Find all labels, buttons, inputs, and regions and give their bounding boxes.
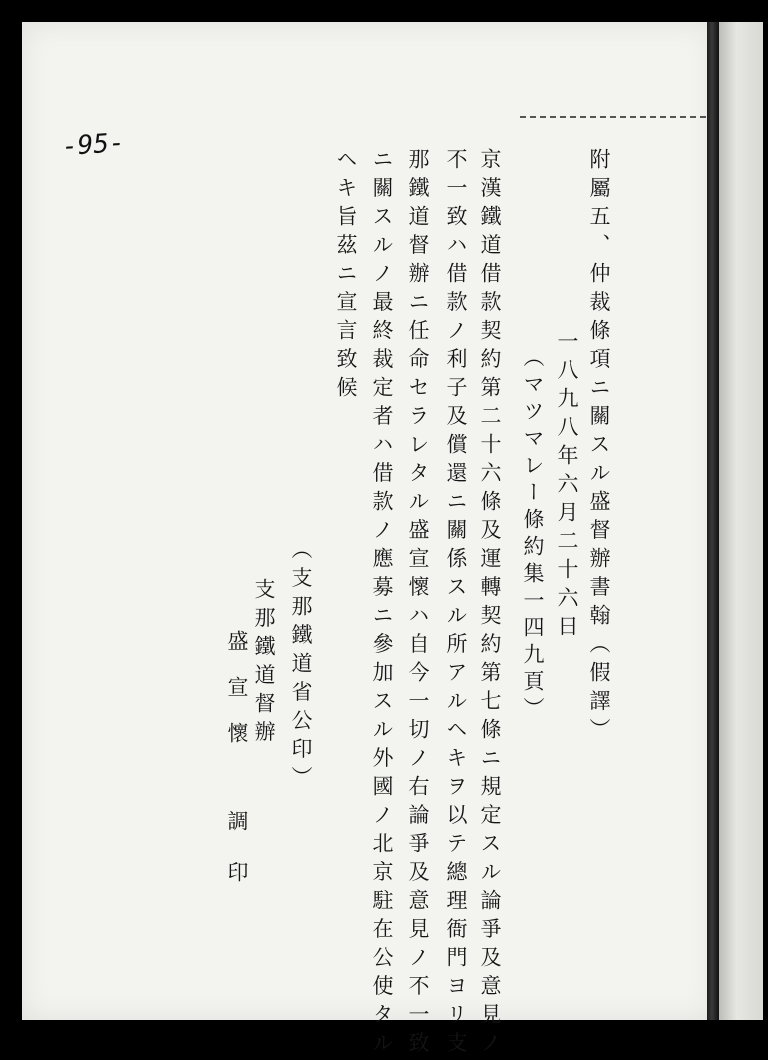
- header-rule: [520, 116, 706, 118]
- official-seal-note: （支那鐵道省公印）: [289, 538, 313, 795]
- facing-page-edge: [719, 22, 763, 1020]
- page-number: -95-: [61, 127, 126, 163]
- body-line-2: 不一致ハ借款ノ利子及償還ニ關係スル所アルヘキヲ以テ總理衙門ヨリ支: [444, 148, 468, 1060]
- source-citation: （マツマレー條約集一四九頁）: [521, 346, 545, 724]
- body-line-3: 那鐵道督辦ニ任命セラレタル盛宣懷ハ自今一切ノ右論爭及意見ノ不一致: [406, 148, 430, 1060]
- signatory-title: 支那鐵道督辦: [252, 578, 276, 749]
- letter-date: 一八九八年六月二十六日: [555, 330, 579, 644]
- body-line-4: ニ關スルノ最終裁定者ハ借款ノ應募ニ參加スル外國ノ北京駐在公使タル: [370, 148, 394, 1060]
- book-gutter: [707, 22, 719, 1020]
- signatory-name: 盛宣懷: [225, 630, 249, 768]
- appendix-title: 附屬五、仲裁條項ニ關スル盛督辦書翰（假譯）: [587, 148, 611, 747]
- body-line-5: ヘキ旨茲ニ宣言致候: [334, 148, 358, 405]
- body-line-1: 京漢鐵道借款契約第二十六條及運轉契約第七條ニ規定スル論爭及意見ノ: [478, 148, 502, 1060]
- seal-mark: 調印: [225, 810, 249, 912]
